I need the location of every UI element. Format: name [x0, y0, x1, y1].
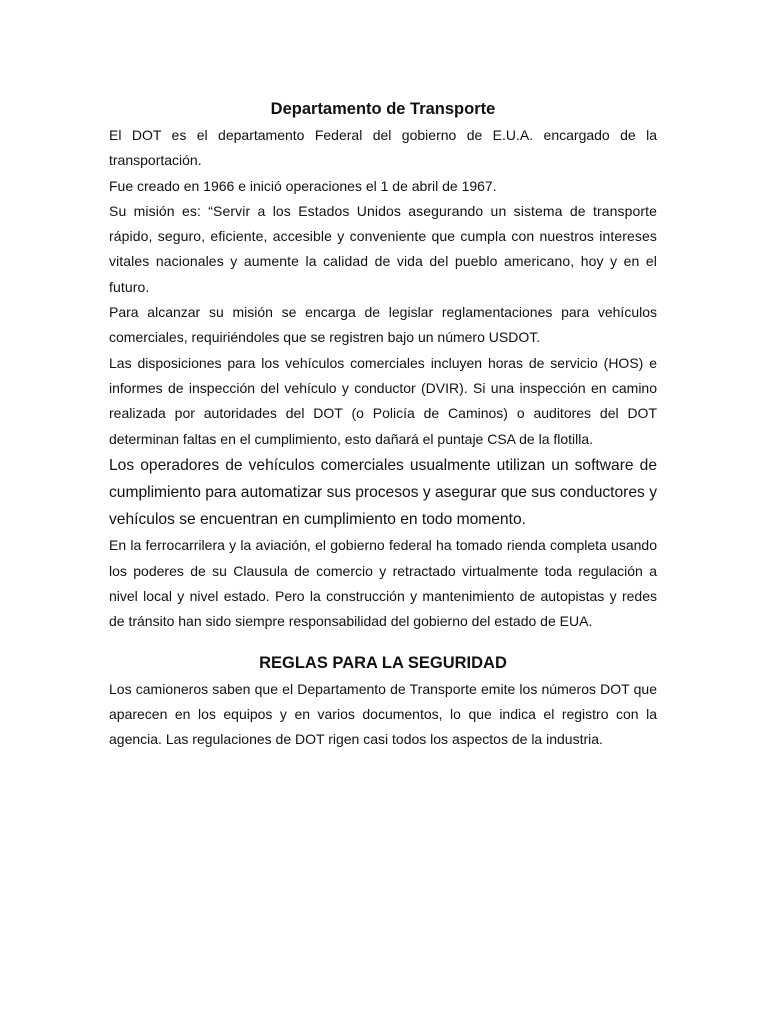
- paragraph-mission: Su misión es: “Servir a los Estados Unidos asegurando un sistema de transporte rápido, seguro, eficiente, accesible y conveniente que cumpla con nuestros intereses vitales nacionales y aumente la calidad de vida del pueblo americano, hoy y en el futuro.: [109, 202, 657, 295]
- paragraph-dot-numbers: Los camioneros saben que el Departamento de Transporte emite los números DOT que aparecen en los equipos y en varios documentos, lo que indica el registro con la agencia. Las regulaciones de DOT rigen casi todos los aspectos de la industria.: [109, 680, 657, 748]
- paragraph-commercial-vehicles: Las disposiciones para los vehículos comerciales incluyen horas de servicio (HOS) e informes de inspección del vehículo y conductor (DVIR). Si una inspección en camino realizada por autoridades del DOT (o Policía de Caminos) o auditores del DOT determinan faltas en el cumplimiento, esto dañará el puntaje CSA de la flotilla.: [109, 354, 657, 447]
- paragraph-compliance-software: Los operadores de vehículos comerciales usualmente utilizan un software de cumplimiento para automatizar sus procesos y asegurar que sus conductores y vehículos se encuentran en cumplimiento en todo momento.: [109, 456, 657, 529]
- document-page: [109, 96, 657, 753]
- paragraph-founding: Fue creado en 1966 e inició operaciones el 1 de abril de 1967.: [109, 177, 497, 194]
- paragraph-federal-government: En la ferrocarrilera y la aviación, el gobierno federal ha tomado rienda completa usando los poderes de su Clausula de comercio y retractado virtualmente toda regulación a nivel local y nivel estado. Pero la construcción y mantenimiento de autopistas y redes de tránsito han sido siempre responsabilidad del gobierno del estado de EUA.: [109, 537, 657, 630]
- paragraph-dot-definition: El DOT es el departamento Federal del gobierno de E.U.A. encargado de la transportación.: [109, 127, 657, 169]
- section-heading-safety-rules: REGLAS PARA LA SEGURIDAD: [259, 653, 507, 672]
- paragraph-legislation: Para alcanzar su misión se encarga de legislar reglamentaciones para vehículos comerciales, requiriéndoles que se registren bajo un número USDOT.: [109, 304, 657, 346]
- document-title: Departamento de Transporte: [270, 100, 496, 118]
